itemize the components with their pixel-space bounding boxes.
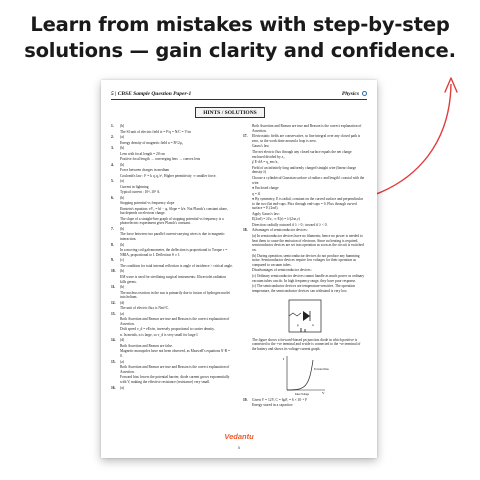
- question-number: [111, 174, 118, 179]
- question-number: [111, 217, 118, 226]
- diode-circuit-figure: [285, 296, 325, 336]
- solution-text: (c): [120, 258, 124, 263]
- solution-text: (b): [120, 195, 125, 200]
- solution-line: [243, 274, 365, 283]
- solution-text: The unit of electric flux is Nm²/C.: [120, 306, 170, 311]
- question-number: [111, 207, 118, 216]
- solution-line: [111, 227, 233, 232]
- solution-text: Both Assertion and Reason are false.: [120, 343, 173, 348]
- question-number: 10.: [111, 269, 116, 274]
- solution-line: [243, 144, 365, 149]
- paper-footer: [101, 426, 377, 450]
- question-number: [243, 223, 250, 228]
- solution-paper: [101, 80, 377, 458]
- diode-p-label: p: [297, 322, 299, 327]
- question-number: 14.: [111, 338, 116, 343]
- solution-line: [243, 228, 365, 233]
- question-number: [111, 333, 118, 338]
- solution-text: Energy density of magnetic field u = B²/2μ₀: [120, 140, 184, 145]
- solution-text: Given V = 12V, C = 6μF, = 6 × 10⁻⁶ F: [252, 397, 308, 402]
- question-number: 7.: [111, 226, 114, 231]
- question-number: [243, 254, 250, 268]
- solution-text: Coulomb's law : F = k q₁q₂/r², Higher permittivity ⇒ smaller force.: [120, 173, 217, 178]
- solution-line: [111, 312, 233, 317]
- solution-line: [111, 232, 233, 241]
- diode-n-label: n: [312, 322, 314, 327]
- question-number: [243, 403, 250, 408]
- question-number: [243, 217, 250, 222]
- solution-line: [111, 275, 233, 284]
- solution-text: n. In metals, n is large, so v_d is very small for large I.: [120, 332, 199, 337]
- solution-text: ● Enclosed charge: [252, 186, 279, 191]
- iv-graph-figure: [281, 354, 327, 396]
- question-number: [111, 375, 118, 384]
- solution-line: [243, 160, 365, 165]
- solution-line: [111, 306, 233, 311]
- question-number: 18.: [243, 228, 248, 233]
- paper-header: [111, 88, 367, 100]
- solution-text: (a): [120, 359, 124, 364]
- solution-line: [111, 291, 233, 300]
- right-column: [243, 124, 365, 414]
- solution-text: Lens with focal length = 20 cm: [120, 151, 165, 156]
- question-number: [111, 365, 118, 374]
- solution-text: (d): [120, 338, 125, 343]
- solution-line: [111, 190, 233, 195]
- solution-text: (b): [120, 124, 125, 128]
- solution-text: (b): [120, 146, 125, 150]
- arrow-head-icon: [445, 78, 457, 92]
- question-number: 3.: [111, 146, 114, 150]
- solution-text: ● By symmetry, E is radial, constant on the curved surface and perpendicular to the two flat end-caps. Flux through end-caps = 0. Flux through curved surface = E (2πrl).: [252, 197, 363, 211]
- solution-text: Force between charges in medium: [120, 168, 170, 172]
- solution-line: [243, 234, 365, 253]
- solution-text: Magnetic monopoles have not been observed, as Maxwell's equations ∇·B = 0.: [120, 349, 230, 359]
- question-number: 15.: [111, 359, 116, 364]
- question-number: [243, 186, 250, 191]
- solution-text: (b) During operation, semiconductor devices do not produce any humming noise. Semiconductor devices require low voltages for their operation as compared to vacuum tubes.: [252, 253, 360, 267]
- vedantu-logo: Vedantu: [224, 432, 254, 441]
- solution-line: [111, 327, 233, 332]
- headline-line-1: Learn from mistakes with step-by-step: [30, 13, 450, 36]
- solution-line: [111, 333, 233, 338]
- graph-x-label: V: [322, 390, 325, 395]
- question-number: 13.: [111, 311, 116, 316]
- question-number: 4.: [111, 162, 114, 167]
- solution-text: (b): [120, 269, 125, 274]
- paper-header-title: 5 | CBSE Sample Question Paper-1: [111, 91, 192, 97]
- question-number: [243, 268, 250, 273]
- solution-text: Choose a cylindrical Gaussian surface of radius r and length l coaxial with the wire.: [252, 175, 365, 185]
- question-number: [243, 284, 250, 293]
- question-number: [111, 141, 118, 146]
- headline: [0, 12, 480, 64]
- solution-text: The force between two parallel current-carrying wires is due to magnetic interaction.: [120, 232, 225, 242]
- question-number: [243, 212, 250, 217]
- graph-curve-label: Forward bias: [314, 367, 329, 371]
- solution-text: Electrostatic fields are conservative, so line integral over any closed path is zero, so the work done around a loop is zero.: [252, 134, 361, 143]
- solution-text: (c) The semiconductor devices are temperature-sensitive. The operation temperature, the semiconductor devices can withstand is very low.: [252, 284, 356, 293]
- solution-line: [111, 185, 233, 190]
- solution-text: (a): [120, 311, 124, 316]
- solution-line: [111, 179, 233, 184]
- solution-text: Both Assertion and Reason are true and Reason is the correct explanation of Assertion.: [120, 365, 230, 374]
- page-number: 5: [237, 445, 241, 450]
- question-number: [243, 124, 250, 133]
- solution-line: [111, 207, 233, 216]
- question-number: [111, 152, 118, 157]
- solution-line: [243, 124, 365, 133]
- question-number: [111, 291, 118, 300]
- solution-line: [111, 163, 233, 168]
- solution-text: (a): [120, 385, 124, 390]
- solution-text: The SI unit of electric field is = F/q = N/C = V/m: [120, 129, 191, 134]
- question-number: 17.: [243, 134, 248, 139]
- question-number: [111, 232, 118, 241]
- solution-line: [111, 317, 233, 326]
- hints-solutions-title: HINTS / SOLUTIONS: [195, 107, 265, 118]
- question-number: [111, 264, 118, 269]
- solution-text: Positive focal length → converging lens → convex lens: [120, 157, 201, 161]
- solution-line: [111, 141, 233, 146]
- question-number: [111, 327, 118, 332]
- solution-line: [111, 124, 233, 129]
- solution-text: Current in lightning: [120, 184, 149, 189]
- solution-line: [111, 338, 233, 343]
- question-number: [243, 176, 250, 185]
- solution-text: Both Assertion and Reason are true and Reason is the correct explanation of Assertion.: [252, 124, 362, 133]
- paper-header-subject: Physics: [341, 91, 359, 97]
- question-number: [111, 157, 118, 162]
- question-number: [111, 190, 118, 195]
- solution-line: [111, 201, 233, 206]
- solution-text: Energy stored in a capacitor:: [252, 403, 294, 408]
- solution-text: EM wave is used for sterilizing surgical instruments: Ultraviolet radiation kills germs.: [120, 274, 227, 284]
- solution-text: (b): [120, 226, 125, 231]
- solution-text: (b): [120, 242, 125, 247]
- solution-line: [111, 196, 233, 201]
- question-number: [243, 150, 250, 159]
- left-column: [111, 124, 233, 414]
- solution-line: [243, 403, 365, 408]
- solution-line: [243, 166, 365, 175]
- solution-text: Drift speed v_d = eEτ/m, inversely proportional to carrier density.: [120, 327, 215, 332]
- solution-text: The figure shows a forward-biased pn junction diode in which positive is connected to the +ve terminal and n-side is connected to the -ve terminal of the battery and shows its voltage-current graph.: [252, 337, 361, 351]
- solution-line: [111, 168, 233, 173]
- solution-text: (b): [120, 162, 125, 167]
- solution-text: The nucleus reaction in the sun is primarily due to fusion of hydrogen nuclei into helium.: [120, 290, 231, 300]
- solution-line: [111, 248, 233, 257]
- question-number: [243, 234, 250, 253]
- solution-text: Both Assertion and Reason are true and Reason is the correct explanation of Assertion.: [120, 317, 230, 326]
- solution-line: [243, 398, 365, 403]
- solution-text: Forward bias lowers the potential barrier, diode current grows exponentially with V, making the effective resistance (resistance) very small.: [120, 375, 230, 385]
- solution-line: [243, 176, 365, 185]
- question-number: 9.: [111, 258, 114, 263]
- question-number: [111, 168, 118, 173]
- question-number: [243, 192, 250, 197]
- solution-text: Advantages of semiconductor devices:: [252, 228, 308, 233]
- solution-line: [243, 254, 365, 268]
- solution-line: [243, 150, 365, 159]
- solution-line: [243, 212, 365, 217]
- graph-axis-note: Knee Voltage: [295, 392, 309, 396]
- solution-text: E(2πrl) = λl/ε₀ ⇒ E(r) = λ/(2πε₀r): [252, 217, 300, 222]
- solution-text: Einstein's equation: eV₀ = hf − φ, Slope = h/e. Not Planck's constant alone, but depends on electron charge.: [120, 206, 228, 216]
- solution-text: Stopping potential vs frequency slope: [120, 201, 175, 205]
- question-number: 19.: [243, 397, 248, 402]
- question-number: 5.: [111, 179, 114, 183]
- solution-line: [111, 264, 233, 269]
- solution-text: Direction: radially outward if λ > 0 ; inward if λ < 0.: [252, 222, 328, 227]
- question-number: [111, 349, 118, 358]
- solution-text: ∮ E·dA = q_enc/ε₀: [252, 160, 279, 165]
- solution-text: In a moving coil galvanometer, the deflection is proportional to Torque τ = NBIA, proportional to I. Deflection θ ∝ I.: [120, 248, 228, 257]
- solution-text: Disadvantages of semiconductor devices:: [252, 268, 312, 273]
- header-badge-icon: [362, 91, 367, 96]
- solution-line: [111, 344, 233, 349]
- headline-line-2: solutions — gain clarity and confidence.: [24, 39, 456, 62]
- question-number: 2.: [111, 135, 114, 139]
- question-number: 16.: [111, 385, 116, 390]
- question-number: [243, 166, 250, 175]
- solution-text: The net electric flux through any closed surface equals the net charge enclosed divided by ε₀.: [252, 149, 352, 159]
- question-number: [111, 248, 118, 257]
- question-number: [243, 160, 250, 165]
- solution-text: (b): [120, 285, 125, 290]
- solution-line: [111, 360, 233, 365]
- question-number: [243, 144, 250, 149]
- solution-line: [243, 197, 365, 211]
- solution-text: Apply Gauss's law:: [252, 211, 280, 216]
- solution-line: [243, 338, 365, 352]
- solution-text: Gauss's law: [252, 144, 269, 149]
- solution-line: [243, 268, 365, 273]
- solution-line: [111, 157, 233, 162]
- question-number: [111, 306, 118, 311]
- solution-line: [111, 135, 233, 140]
- solution-line: [111, 174, 233, 179]
- question-number: 11.: [111, 285, 116, 290]
- solution-text: (d): [120, 300, 125, 305]
- solution-line: [111, 130, 233, 135]
- solution-line: [243, 217, 365, 222]
- question-number: [111, 201, 118, 206]
- solution-text: (c) Ordinary semiconductor devices cannot handle as much power as ordinary vacuum tubes can do. In high frequency range, they have poor response.: [252, 273, 365, 283]
- solution-text: (a): [120, 135, 124, 139]
- question-number: 6.: [111, 195, 114, 200]
- solution-text: q = λl: [252, 191, 261, 196]
- solution-line: [111, 301, 233, 306]
- question-number: 1.: [111, 124, 114, 128]
- question-number: [111, 185, 118, 190]
- question-number: [111, 130, 118, 135]
- question-number: [111, 317, 118, 326]
- question-number: 12.: [111, 300, 116, 305]
- solution-line: [243, 223, 365, 228]
- question-number: 8.: [111, 242, 114, 247]
- solution-line: [243, 134, 365, 143]
- solution-line: [111, 243, 233, 248]
- solution-text: (a) In semiconductor devices have no filaments; hence no power is needed to heat them to cause the emission of electrons. Since no heating is required, semiconductor devices are set into operation as soon as the circuit is switched on.: [252, 233, 364, 253]
- graph-y-label: I: [283, 356, 285, 361]
- solution-line: [111, 146, 233, 151]
- solution-line: [111, 285, 233, 290]
- solution-line: [111, 217, 233, 226]
- solution-line: [243, 192, 365, 197]
- solution-text: Field of an infinitely long uniformly charged straight wire (linear charge density λ): [252, 165, 357, 175]
- solution-line: [243, 186, 365, 191]
- question-number: [243, 274, 250, 283]
- solution-text: (a): [120, 179, 124, 183]
- solution-line: [111, 365, 233, 374]
- solution-line: [111, 269, 233, 274]
- solution-text: Typical current : 10⁴–10⁵ A.: [120, 190, 161, 194]
- solution-line: [111, 386, 233, 391]
- solution-line: [111, 258, 233, 263]
- question-number: [243, 338, 250, 352]
- question-number: [111, 275, 118, 284]
- solution-text: The slope of a straight-line graph of stopping potential vs frequency is a photoelectric experiment gives Planck's constant.: [120, 216, 224, 226]
- solution-line: [243, 284, 365, 293]
- solution-text: The condition for total internal reflection is angle of incidence > critical angle.: [120, 263, 233, 268]
- solution-line: [111, 349, 233, 358]
- solution-line: [111, 375, 233, 384]
- question-number: [243, 197, 250, 211]
- question-number: [111, 344, 118, 349]
- solution-line: [111, 152, 233, 157]
